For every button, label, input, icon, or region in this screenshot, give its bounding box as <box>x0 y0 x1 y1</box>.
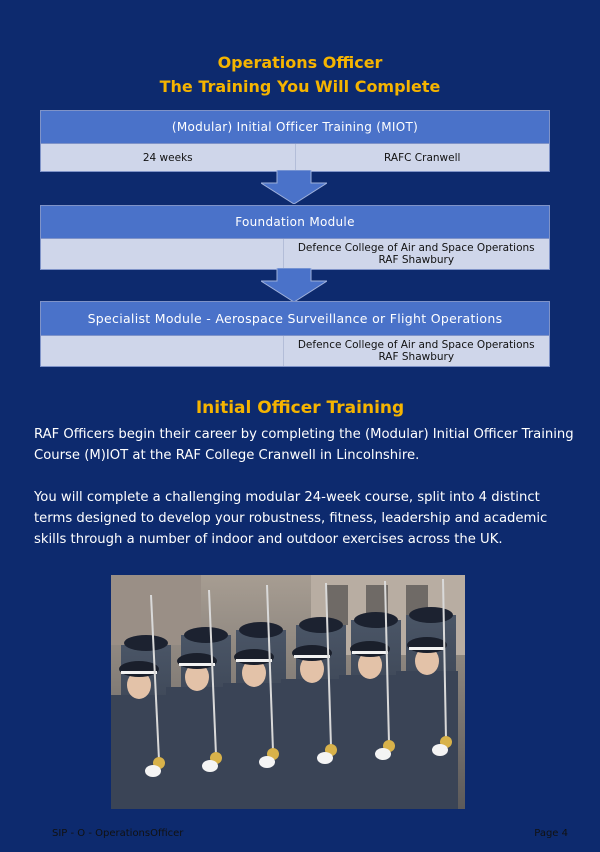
page-title-line2: The Training You Will Complete <box>159 77 441 96</box>
flow-step-location: Defence College of Air and Space Operations RAF Shawbury <box>283 239 550 269</box>
paragraph-course: You will complete a challenging modular 24-week course, split into 4 distinct terms designed to develop your robustness, fitness, leadership and academic skills through a number of indoor and outdoor exercises across the UK. <box>34 490 548 547</box>
flow-step-foundation <box>40 205 550 270</box>
footer-page-number: Page 4 <box>534 828 568 839</box>
footer-doc-id: SIP - O - OperationsOfficer <box>52 828 184 839</box>
down-arrow-icon <box>261 268 327 302</box>
paragraph-intro: RAF Officers begin their career by completing the (Modular) Initial Officer Training Course (M)IOT at the RAF College Cranwell in Lincolnshire. <box>34 427 574 463</box>
flow-step-title: (Modular) Initial Officer Training (MIOT) <box>41 111 549 144</box>
flow-step-miot <box>40 110 550 172</box>
down-arrow-icon <box>261 170 327 204</box>
section-heading: Initial Officer Training <box>195 398 405 418</box>
flow-step-duration: 24 weeks <box>142 151 193 164</box>
page-title-line1: Operations Officer <box>217 53 383 72</box>
flow-step-location: Defence College of Air and Space Operations RAF Shawbury <box>283 336 550 366</box>
cadets-parade-photo <box>111 575 465 809</box>
flow-step-title: Specialist Module - Aerospace Surveillance or Flight Operations <box>41 302 549 336</box>
flow-step-duration <box>41 239 283 269</box>
flow-step-location: RAFC Cranwell <box>295 144 550 171</box>
flow-step-title: Foundation Module <box>41 206 549 239</box>
flow-step-duration <box>41 336 283 366</box>
flow-step-specialist <box>40 301 550 367</box>
